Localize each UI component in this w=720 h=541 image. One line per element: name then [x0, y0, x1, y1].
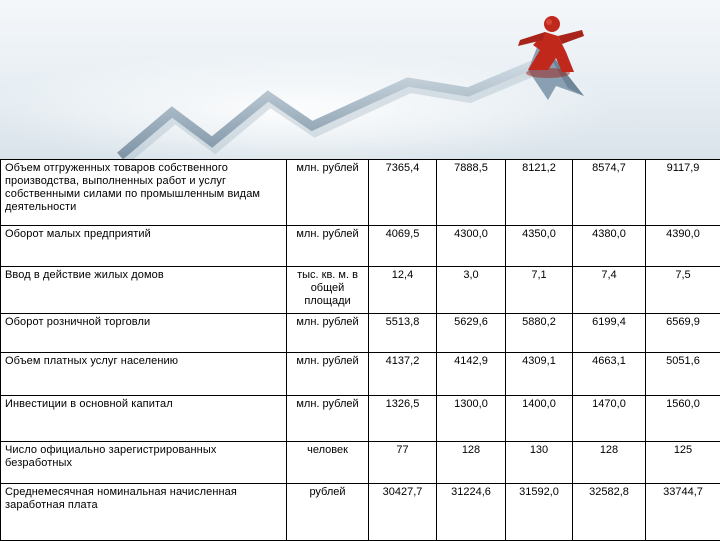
value-cell: 4380,0	[573, 226, 646, 267]
value-cell: 1300,0	[437, 396, 506, 442]
indicator-label: Среднемесячная номинальная начисленная заработная плата	[1, 484, 287, 541]
value-cell: 5629,6	[437, 314, 506, 353]
table-row	[1, 314, 720, 353]
value-cell: 4350,0	[506, 226, 573, 267]
value-cell: 1326,5	[369, 396, 437, 442]
indicator-label: Ввод в действие жилых домов	[1, 267, 287, 314]
value-cell: 4137,2	[369, 353, 437, 396]
indicators-table	[0, 159, 720, 541]
unit-cell: млн. рублей	[287, 160, 369, 226]
value-cell: 5513,8	[369, 314, 437, 353]
value-cell: 5051,6	[646, 353, 720, 396]
unit-cell: млн. рублей	[287, 314, 369, 353]
value-cell: 6199,4	[573, 314, 646, 353]
unit-cell: человек	[287, 442, 369, 484]
table-row	[1, 160, 720, 226]
value-cell: 1560,0	[646, 396, 720, 442]
value-cell: 128	[437, 442, 506, 484]
value-cell: 4069,5	[369, 226, 437, 267]
value-cell: 9117,9	[646, 160, 720, 226]
unit-cell: рублей	[287, 484, 369, 541]
value-cell: 1470,0	[573, 396, 646, 442]
value-cell: 6569,9	[646, 314, 720, 353]
value-cell: 7,4	[573, 267, 646, 314]
value-cell: 7,5	[646, 267, 720, 314]
unit-cell: млн. рублей	[287, 353, 369, 396]
value-cell: 128	[573, 442, 646, 484]
value-cell: 8574,7	[573, 160, 646, 226]
value-cell: 31592,0	[506, 484, 573, 541]
value-cell: 30427,7	[369, 484, 437, 541]
unit-cell: млн. рублей	[287, 396, 369, 442]
value-cell: 8121,2	[506, 160, 573, 226]
table-row	[1, 396, 720, 442]
value-cell: 130	[506, 442, 573, 484]
value-cell: 5880,2	[506, 314, 573, 353]
value-cell: 7,1	[506, 267, 573, 314]
value-cell: 33744,7	[646, 484, 720, 541]
header-illustration	[0, 0, 720, 160]
indicator-label: Оборот малых предприятий	[1, 226, 287, 267]
table-row	[1, 226, 720, 267]
table-row	[1, 484, 720, 541]
value-cell: 12,4	[369, 267, 437, 314]
value-cell: 4309,1	[506, 353, 573, 396]
unit-cell: млн. рублей	[287, 226, 369, 267]
indicator-label: Объем платных услуг населению	[1, 353, 287, 396]
value-cell: 4300,0	[437, 226, 506, 267]
value-cell: 125	[646, 442, 720, 484]
indicator-label: Объем отгруженных товаров собственного производства, выполненных работ и услуг собственными силами по промышленным видам деятельности	[1, 160, 287, 226]
value-cell: 4663,1	[573, 353, 646, 396]
running-figure-icon	[0, 0, 720, 160]
unit-cell: тыс. кв. м. в общей площади	[287, 267, 369, 314]
value-cell: 3,0	[437, 267, 506, 314]
value-cell: 7365,4	[369, 160, 437, 226]
value-cell: 31224,6	[437, 484, 506, 541]
table-row	[1, 267, 720, 314]
value-cell: 1400,0	[506, 396, 573, 442]
indicator-label: Число официально зарегистрированных безработных	[1, 442, 287, 484]
value-cell: 4390,0	[646, 226, 720, 267]
value-cell: 77	[369, 442, 437, 484]
indicator-label: Инвестиции в основной капитал	[1, 396, 287, 442]
value-cell: 32582,8	[573, 484, 646, 541]
table-row	[1, 442, 720, 484]
value-cell: 4142,9	[437, 353, 506, 396]
value-cell: 7888,5	[437, 160, 506, 226]
indicator-label: Оборот розничной торговли	[1, 314, 287, 353]
table-row	[1, 353, 720, 396]
